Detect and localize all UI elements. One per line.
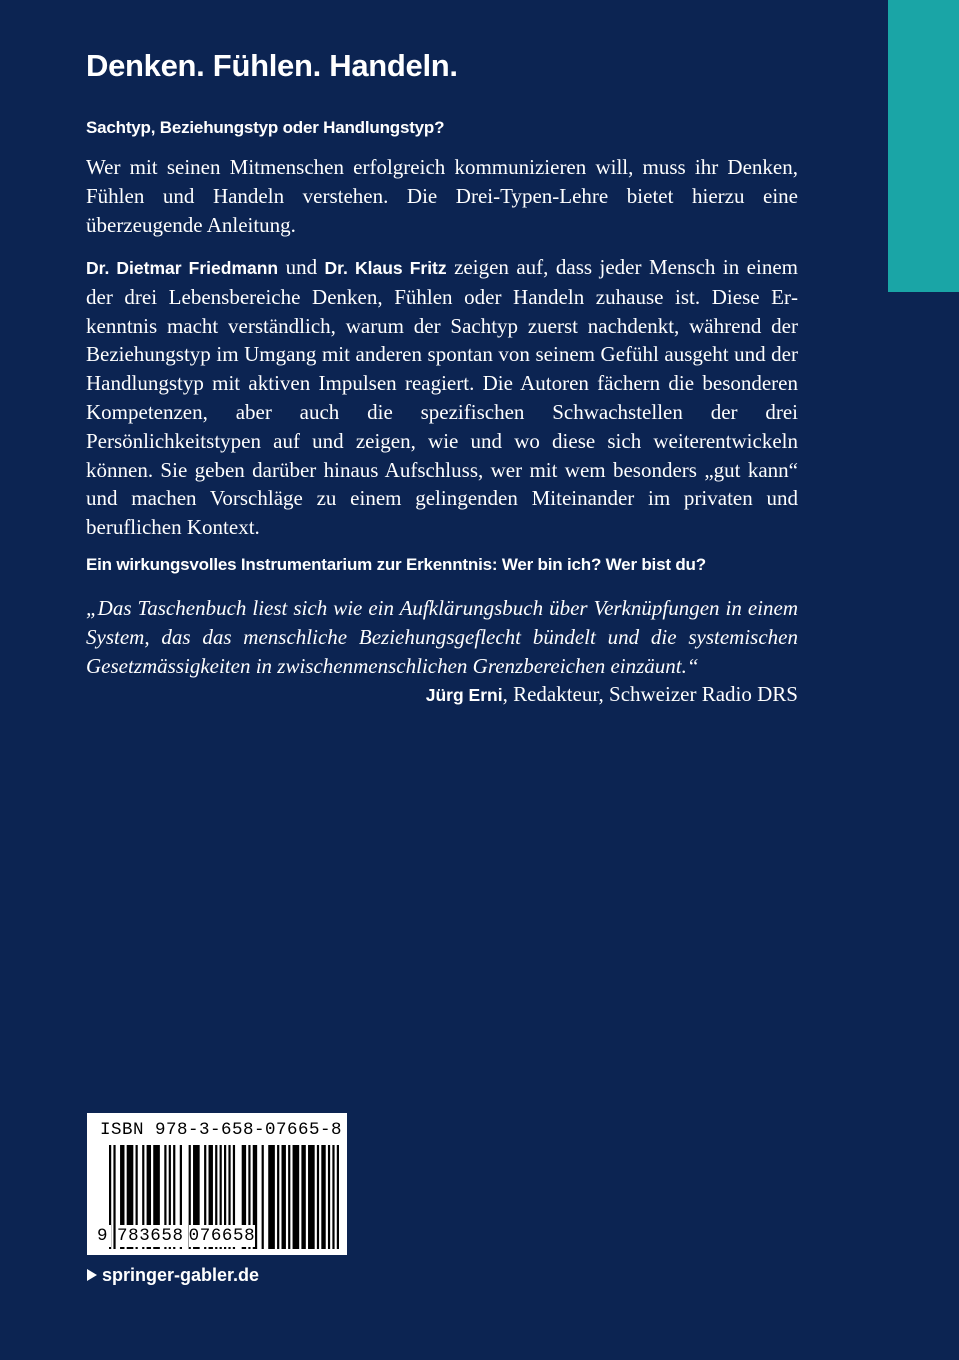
isbn-label: ISBN 978-3-658-07665-8 <box>100 1120 343 1140</box>
subheading: Sachtyp, Beziehungstyp oder Handlungstyp? <box>86 118 445 137</box>
quote-author: Jürg Erni <box>425 685 503 705</box>
author-name-2: Dr. Klaus Fritz <box>324 258 447 278</box>
tagline: Ein wirkungsvolles Instrumentarium zur Erkenntnis: Wer bin ich? Wer bist du? <box>86 555 706 574</box>
barcode-digits <box>97 1225 337 1247</box>
author-name-1: Dr. Dietmar Friedmann <box>86 258 279 278</box>
barcode-digits-left: 783658 <box>117 1226 184 1246</box>
barcode-bar <box>337 1145 339 1249</box>
arrow-right-icon <box>87 1269 97 1281</box>
intro-paragraph: Wer mit seinen Mitmenschen erfolgreich kommunizieren will, muss ihr Denken, Fühlen und Handeln verstehen. Die Drei-Typen-Lehre bietet hierzu eine überzeugende Anleitung. <box>86 155 798 237</box>
publisher-link[interactable] <box>87 1263 259 1287</box>
publisher-url: springer-gabler.de <box>102 1265 260 1285</box>
description-text: zeigen auf, dass jeder Mensch in einem der drei Lebensbereiche Denken, Fühlen oder Handeln zuhause ist. Diese Erkenntnis macht verständlich, warum der Sachtyp zuerst nachdenkt, während der Beziehungstyp im Umgang mit anderen spontan von seinem Gefühl ausgeht und der Handlungstyp mit aktiven Impulsen reagiert. Die Autoren fächern die besonderen Kompetenzen, aber auch die spezifischen Schwachstellen der drei Persönlichkeitstypen auf und zeigen, wie und wo diese sich weiterentwickeln können. Sie geben darüber hinaus Aufschluss, wer mit wem besonders „gut kann“ und machen Vorschläge zu einem gelingenden Miteinander im privaten und beruflichen Kontext. <box>86 255 798 540</box>
author-connector: und <box>278 255 325 279</box>
accent-bar <box>888 0 959 292</box>
quote-attribution <box>86 680 798 710</box>
barcode-digit-first: 9 <box>97 1225 111 1247</box>
description-paragraph <box>86 253 798 542</box>
book-title: Denken. Fühlen. Handeln. <box>86 48 458 83</box>
barcode-digits-right: 076658 <box>188 1226 256 1246</box>
isbn-barcode-box <box>87 1113 347 1255</box>
review-quote: „Das Taschenbuch liest sich wie ein Aufklärungsbuch über Verknüpfungen in einem System, das das menschliche Beziehungsgeflecht bündelt und die systemischen Gesetzmässigkeiten in zwischenmenschlichen Grenzbereichen einzäunt.“ <box>86 596 798 678</box>
quote-role: , Redakteur, Schweizer Radio DRS <box>502 682 798 706</box>
